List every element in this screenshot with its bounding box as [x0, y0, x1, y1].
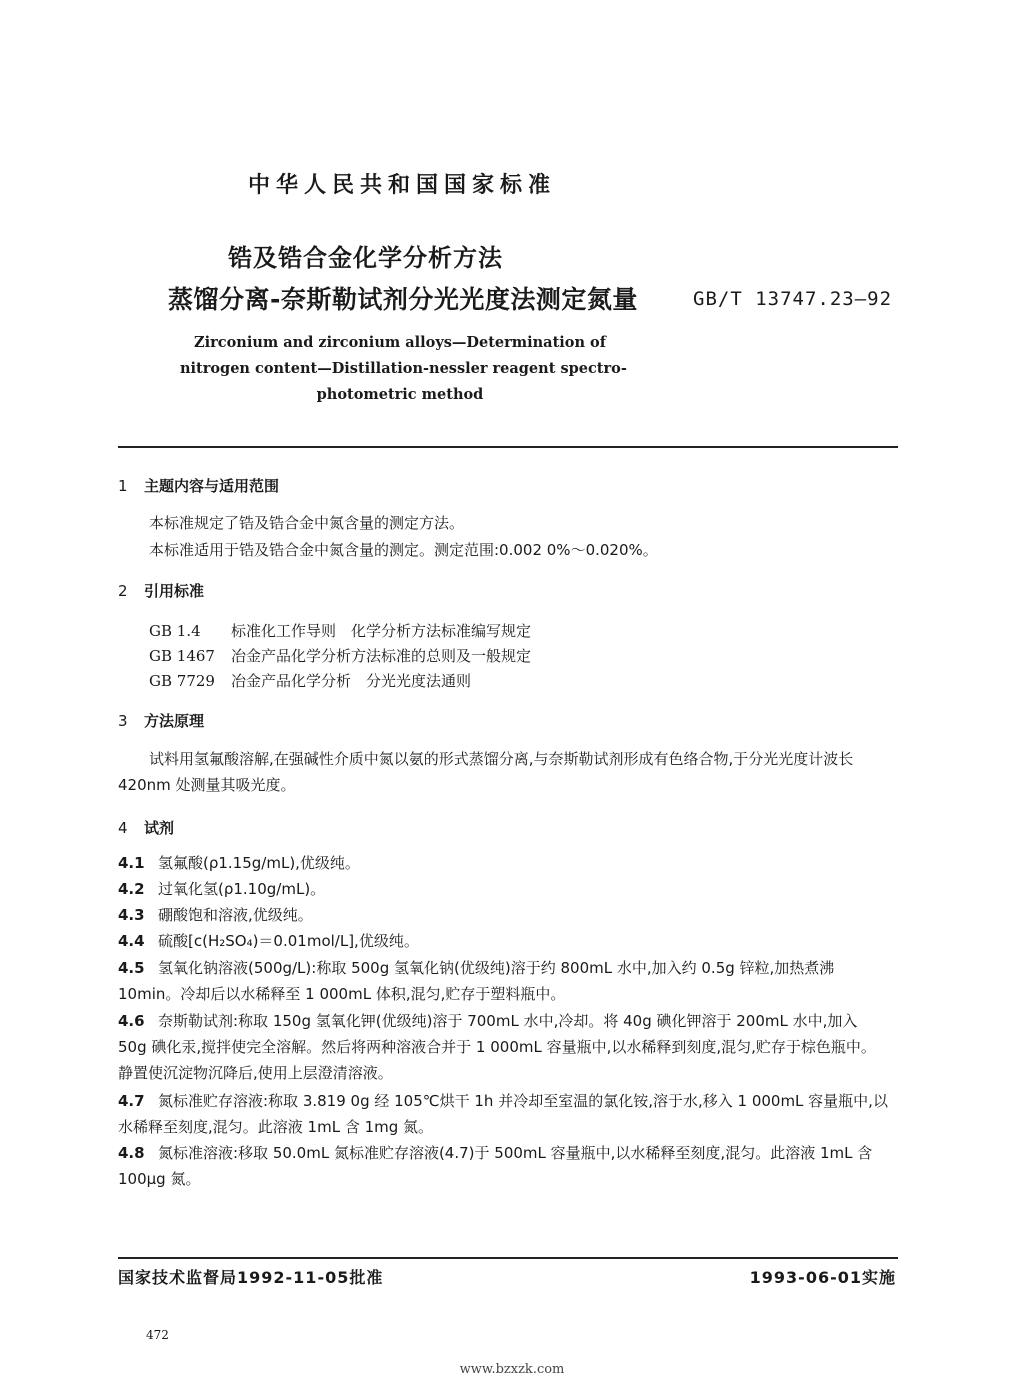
title-en-line: Zirconium and zirconium alloys—Determination of: [194, 334, 606, 351]
title-en-line: photometric method: [316, 386, 484, 403]
reference-code: GB 1.4: [149, 622, 201, 640]
reagent-number: 4.1: [118, 854, 145, 872]
section-number: 4: [118, 819, 128, 837]
reagent-text: 氢氧化钠溶液(500g/L):称取 500g 氢氧化钠(优级纯)溶于约 800mL 水中,加入约 0.5g 锌粒,加热煮沸 10min。冷却后以水稀释至 1 000mL 体积,混匀,贮存于塑料瓶中。: [118, 959, 835, 1003]
reagent-number: 4.7: [118, 1092, 145, 1110]
title-en-line: nitrogen content—Distillation-nessler reagent spectro-: [180, 360, 627, 377]
watermark-url: www.bzxzk.com: [459, 1362, 565, 1377]
reference-title: 标准化工作导则 化学分析方法标准编写规定: [231, 622, 532, 640]
reagent-text: 硼酸饱和溶液,优级纯。: [158, 906, 313, 924]
title-en: [180, 330, 627, 408]
section-1-line: 本标准适用于锆及锆合金中氮含量的测定。测定范围:0.002 0%～0.020%。: [149, 541, 658, 559]
section-1-line: 本标准规定了锆及锆合金中氮含量的测定方法。: [149, 514, 465, 532]
reagent-number: 4.4: [118, 932, 145, 950]
section-number: 2: [118, 582, 128, 600]
reagent-number: 4.3: [118, 906, 145, 924]
reagent-number: 4.6: [118, 1012, 145, 1030]
reagent-item: [118, 1008, 890, 1086]
reagent-item: [118, 928, 890, 954]
section-heading-1: [118, 475, 279, 496]
reagent-item: [118, 955, 890, 1007]
page-number: 472: [146, 1328, 169, 1342]
reagent-item: [118, 902, 890, 928]
title-zh-line2: 蒸馏分离-奈斯勒试剂分光光度法测定氮量: [168, 285, 638, 314]
title-zh-line1: 锆及锆合金化学分析方法: [228, 244, 503, 272]
bottom-divider: [118, 1257, 898, 1259]
reference-row: [149, 620, 531, 641]
top-divider: [118, 446, 898, 448]
section-title: 主题内容与适用范围: [144, 477, 280, 495]
reagent-text: 奈斯勒试剂:称取 150g 氢氧化钾(优级纯)溶于 700mL 水中,冷却。将 40g 碘化钾溶于 200mL 水中,加入 50g 碘化汞,搅拌使完全溶解。然后将两种溶液合并于 1 000mL 容量瓶中,以水稀释到刻度,混匀,贮存于棕色瓶中。静置使沉淀物沉降后,使用上层澄清溶液。: [118, 1012, 876, 1082]
section-title: 引用标准: [144, 582, 205, 600]
reference-row: [149, 670, 471, 691]
implementation-date: 1993-06-01实施: [749, 1268, 896, 1287]
reference-title: 冶金产品化学分析方法标准的总则及一般规定: [231, 647, 532, 665]
national-standard-heading: 中华人民共和国国家标准: [247, 173, 556, 198]
reagent-item: [118, 1140, 890, 1192]
section-heading-3: [118, 710, 204, 731]
reagent-item: [118, 1088, 890, 1140]
reagent-text: 硫酸[c(H₂SO₄)＝0.01mol/L],优级纯。: [158, 932, 419, 950]
reagent-text: 氢氟酸(ρ1.15g/mL),优级纯。: [158, 854, 360, 872]
standard-code: GB/T 13747.23—92: [693, 288, 893, 310]
reagent-text: 过氧化氢(ρ1.10g/mL)。: [158, 880, 326, 898]
section-3-text: [118, 746, 888, 798]
reagent-number: 4.5: [118, 959, 145, 977]
section-number: 3: [118, 712, 128, 730]
section-title: 试剂: [144, 819, 175, 837]
reference-row: [149, 645, 531, 666]
reagent-number: 4.2: [118, 880, 145, 898]
section-number: 1: [118, 477, 128, 495]
reagent-text: 氮标准贮存溶液:称取 3.819 0g 经 105℃烘干 1h 并冷却至室温的氯化铵,溶于水,移入 1 000mL 容量瓶中,以水稀释至刻度,混匀。此溶液 1mL 含 1mg 氮。: [118, 1092, 888, 1136]
reference-code: GB 7729: [149, 672, 215, 690]
reagent-item: [118, 876, 890, 902]
reference-title: 冶金产品化学分析 分光光度法通则: [231, 672, 472, 690]
section-heading-4: [118, 817, 174, 838]
reagent-number: 4.8: [118, 1144, 145, 1162]
section-3-paragraph: 试料用氢氟酸溶解,在强碱性介质中氮以氨的形式蒸馏分离,与奈斯勒试剂形成有色络合物,于分光光度计波长 420nm 处测量其吸光度。: [118, 750, 854, 794]
reagent-text: 氮标准溶液:移取 50.0mL 氮标准贮存溶液(4.7)于 500mL 容量瓶中,以水稀释至刻度,混匀。此溶液 1mL 含 100μg 氮。: [118, 1144, 873, 1188]
section-heading-2: [118, 580, 204, 601]
approval-line: 国家技术监督局1992-11-05批准: [118, 1268, 384, 1287]
section-title: 方法原理: [144, 712, 205, 730]
reference-code: GB 1467: [149, 647, 215, 665]
reagent-item: [118, 850, 890, 876]
